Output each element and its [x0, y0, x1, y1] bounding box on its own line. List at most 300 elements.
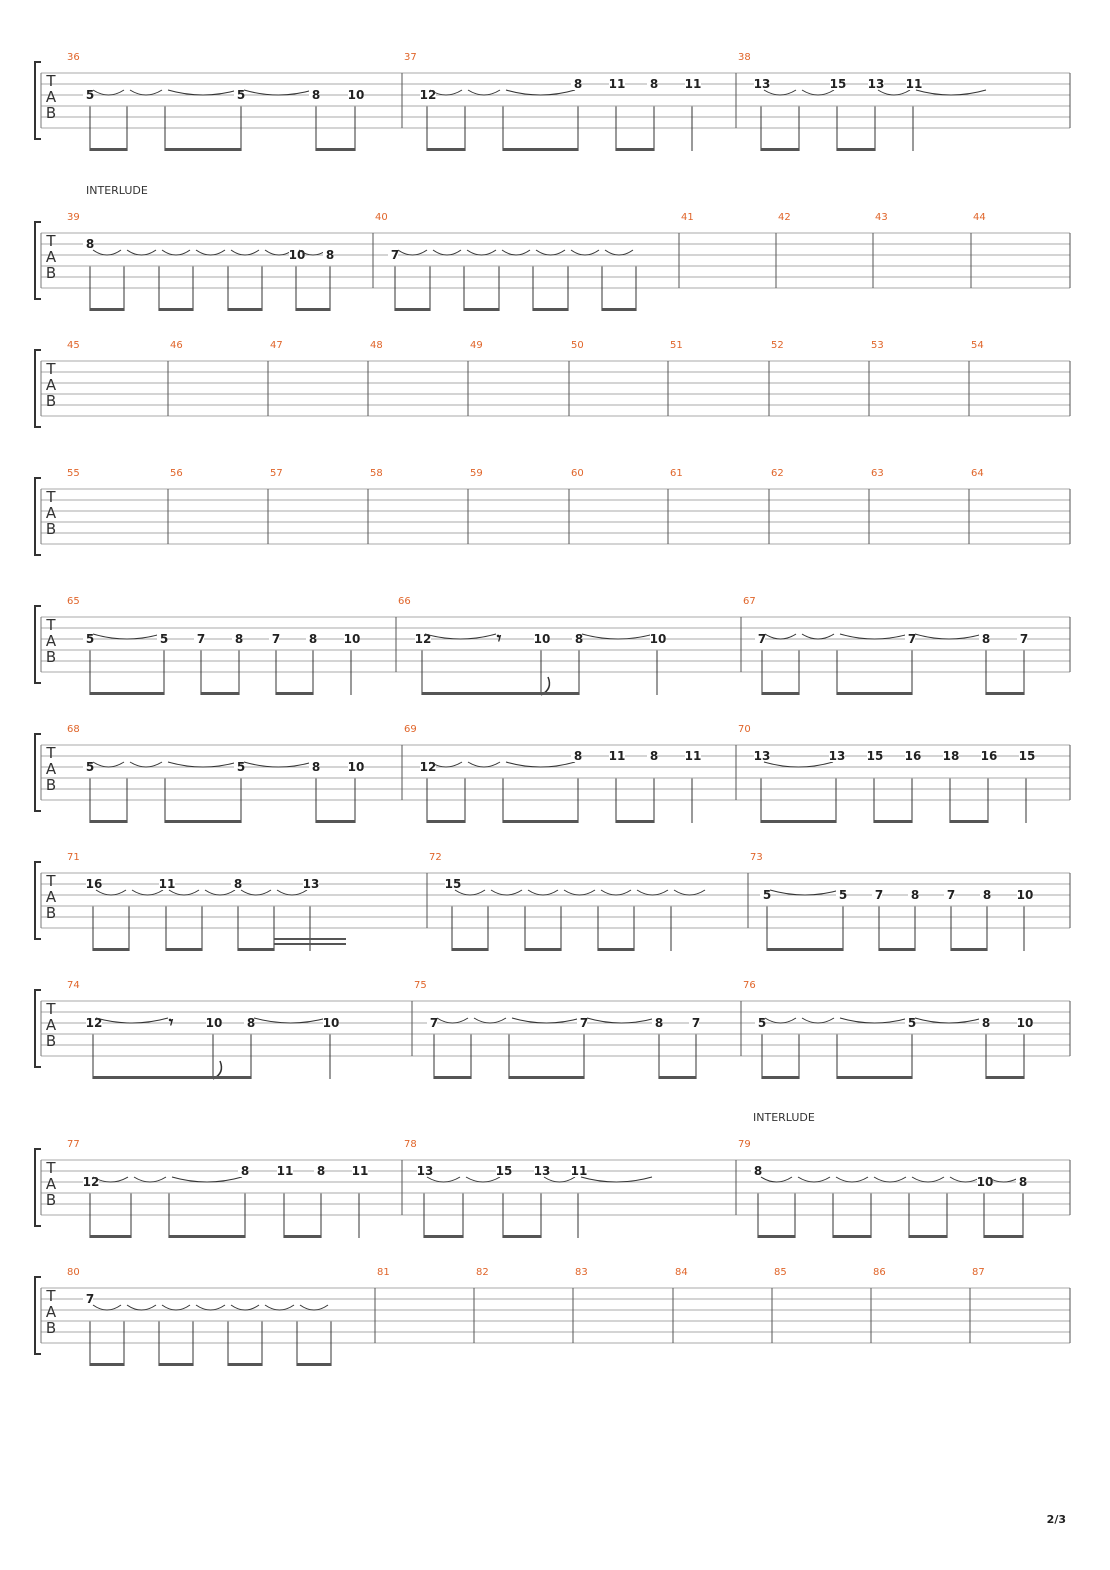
measure-number: 40 — [375, 212, 388, 223]
tab-clef-letter: T — [46, 232, 56, 250]
beam — [274, 938, 346, 940]
tab-clef-letter: B — [45, 520, 57, 538]
beam — [90, 308, 124, 311]
fret-number: 11 — [608, 77, 626, 91]
tie-arc — [205, 890, 235, 895]
beam — [503, 1235, 541, 1238]
tab-clef-letter: A — [45, 632, 57, 650]
tab-clef-letter: A — [45, 888, 57, 906]
tie-arc — [840, 634, 909, 639]
beam — [761, 820, 836, 823]
tie-arc — [467, 250, 496, 255]
system-bracket — [35, 1149, 41, 1226]
fret-number: 15 — [495, 1164, 513, 1178]
measure-number: 85 — [774, 1267, 787, 1278]
measure-number: 72 — [429, 852, 442, 863]
fret-number: 8 — [240, 1164, 250, 1178]
beam — [166, 948, 202, 951]
measure-number: 57 — [270, 468, 283, 479]
fret-number: 8 — [325, 248, 335, 262]
tab-clef-letter: A — [45, 376, 57, 394]
fret-number: 12 — [85, 1016, 103, 1030]
measure-number: 69 — [404, 724, 417, 735]
beam — [424, 1235, 463, 1238]
tab-clef-letter: A — [45, 1016, 57, 1034]
tab-clef-letter: B — [45, 104, 57, 122]
tie-arc — [127, 1305, 156, 1310]
beam — [316, 820, 355, 823]
fret-number: 7 — [429, 1016, 439, 1030]
tie-arc — [601, 890, 631, 895]
system-bracket — [35, 990, 41, 1067]
tab-clef-letter: A — [45, 1175, 57, 1193]
fret-number: 11 — [276, 1164, 294, 1178]
fret-number: 12 — [419, 760, 437, 774]
measure-number: 54 — [971, 340, 984, 351]
measure-number: 73 — [750, 852, 763, 863]
tab-system — [35, 52, 1070, 151]
system-bracket — [35, 606, 41, 683]
beam — [761, 148, 799, 151]
section-label: INTERLUDE — [753, 1111, 815, 1124]
beam — [159, 1363, 193, 1366]
fret-number: 8 — [316, 1164, 326, 1178]
fret-number: 11 — [351, 1164, 369, 1178]
beam — [274, 943, 346, 945]
measure-number: 47 — [270, 340, 283, 351]
fret-number: 13 — [753, 77, 771, 91]
system-bracket — [35, 862, 41, 939]
measure-number: 86 — [873, 1267, 886, 1278]
beam — [296, 308, 330, 311]
beam — [276, 692, 313, 695]
measure-number: 66 — [398, 596, 411, 607]
beam — [533, 308, 568, 311]
fret-number: 12 — [419, 88, 437, 102]
beam — [984, 1235, 1023, 1238]
tab-clef-letter: B — [45, 1191, 57, 1209]
measure-number: 61 — [670, 468, 683, 479]
measure-number: 45 — [67, 340, 80, 351]
measure-number: 50 — [571, 340, 584, 351]
measure-number: 63 — [871, 468, 884, 479]
measure-number: 71 — [67, 852, 80, 863]
fret-number: 8 — [233, 877, 243, 891]
system-bracket — [35, 734, 41, 811]
measure-number: 48 — [370, 340, 383, 351]
tie-arc — [761, 1177, 792, 1182]
tie-arc — [802, 634, 834, 639]
measure-number: 41 — [681, 212, 694, 223]
measure-number: 59 — [470, 468, 483, 479]
measure-number: 76 — [743, 980, 756, 991]
fret-number: 10 — [322, 1016, 340, 1030]
fret-number: 8 — [981, 632, 991, 646]
beam — [90, 692, 164, 695]
tie-arc — [836, 1177, 868, 1182]
tie-arc — [162, 250, 190, 255]
beam — [509, 1076, 584, 1079]
tie-arc — [168, 90, 238, 95]
fret-number: 10 — [976, 1175, 994, 1189]
tab-clef-letter: T — [46, 744, 56, 762]
fret-number: 11 — [158, 877, 176, 891]
tab-system — [35, 852, 1070, 951]
beam — [909, 1235, 947, 1238]
tie-arc — [605, 250, 633, 255]
fret-number: 7 — [579, 1016, 589, 1030]
tie-arc — [265, 1305, 294, 1310]
tab-clef-letter: A — [45, 504, 57, 522]
measure-number: 46 — [170, 340, 183, 351]
tie-arc — [802, 1018, 834, 1023]
tab-clef-letter: B — [45, 1032, 57, 1050]
tab-clef-letter: B — [45, 648, 57, 666]
tie-arc — [468, 90, 500, 95]
beam — [422, 692, 579, 695]
tie-arc — [172, 1177, 242, 1182]
tie-arc — [582, 634, 654, 639]
tab-system — [35, 980, 1070, 1079]
fret-number: 8 — [234, 632, 244, 646]
fret-number: 10 — [347, 88, 365, 102]
measure-number: 75 — [414, 980, 427, 991]
tie-arc — [915, 1018, 983, 1023]
tab-system — [35, 340, 1070, 427]
tab-system — [35, 1111, 1070, 1238]
fret-number: 8 — [753, 1164, 763, 1178]
tie-arc — [798, 1177, 830, 1182]
beam — [93, 1076, 251, 1079]
beam — [93, 948, 129, 951]
fret-number: 7 — [874, 888, 884, 902]
tie-arc — [244, 762, 313, 767]
tab-system — [35, 1267, 1070, 1366]
fret-number: 8 — [573, 77, 583, 91]
fret-number: 8 — [311, 760, 321, 774]
tie-arc — [93, 1305, 121, 1310]
tab-clef-letter: T — [46, 72, 56, 90]
measure-number: 78 — [404, 1139, 417, 1150]
beam — [837, 1076, 912, 1079]
fret-number: 12 — [82, 1175, 100, 1189]
measure-number: 65 — [67, 596, 80, 607]
tie-arc — [506, 90, 575, 95]
fret-number: 11 — [684, 749, 702, 763]
measure-number: 84 — [675, 1267, 688, 1278]
tie-arc — [468, 762, 500, 767]
beam — [762, 1076, 799, 1079]
tab-clef-letter: A — [45, 88, 57, 106]
tie-arc — [912, 1177, 944, 1182]
fret-number: 5 — [838, 888, 848, 902]
measure-number: 80 — [67, 1267, 80, 1278]
tie-arc — [874, 1177, 906, 1182]
fret-number: 8 — [246, 1016, 256, 1030]
measure-number: 82 — [476, 1267, 489, 1278]
beam — [986, 692, 1024, 695]
beam — [434, 1076, 471, 1079]
tie-arc — [564, 890, 595, 895]
fret-number: 10 — [649, 632, 667, 646]
tie-arc — [512, 1018, 581, 1023]
fret-number: 8 — [573, 749, 583, 763]
measure-number: 77 — [67, 1139, 80, 1150]
tie-arc — [916, 90, 986, 95]
fret-number: 7 — [85, 1292, 95, 1306]
measure-number: 44 — [973, 212, 986, 223]
fret-number: 5 — [907, 1016, 917, 1030]
beam — [90, 148, 127, 151]
measure-number: 38 — [738, 52, 751, 63]
fret-number: 8 — [910, 888, 920, 902]
fret-number: 5 — [85, 760, 95, 774]
fret-number: 8 — [311, 88, 321, 102]
measure-number: 79 — [738, 1139, 751, 1150]
fret-number: 11 — [608, 749, 626, 763]
fret-number: 11 — [684, 77, 702, 91]
beam — [879, 948, 915, 951]
measure-number: 70 — [738, 724, 751, 735]
fret-number: 8 — [981, 1016, 991, 1030]
fret-number: 8 — [654, 1016, 664, 1030]
beam — [316, 148, 355, 151]
fret-number: 8 — [649, 77, 659, 91]
tie-arc — [196, 1305, 225, 1310]
fret-number: 10 — [1016, 888, 1034, 902]
fret-number: 13 — [867, 77, 885, 91]
fret-number: 13 — [828, 749, 846, 763]
beam — [228, 308, 262, 311]
beam — [986, 1076, 1024, 1079]
measure-number: 51 — [670, 340, 683, 351]
tab-system — [35, 724, 1070, 823]
tie-arc — [93, 634, 161, 639]
section-label: INTERLUDE — [86, 184, 148, 197]
fret-number: 8 — [85, 237, 95, 251]
fret-number: 5 — [236, 88, 246, 102]
tie-arc — [571, 250, 599, 255]
tie-arc — [425, 634, 496, 639]
fret-number: 7 — [907, 632, 917, 646]
beam — [427, 148, 465, 151]
fret-number: 8 — [1018, 1175, 1028, 1189]
measure-number: 87 — [972, 1267, 985, 1278]
beam — [503, 148, 578, 151]
tie-arc — [770, 890, 840, 895]
fret-number: 13 — [302, 877, 320, 891]
beam — [395, 308, 430, 311]
fret-number: 8 — [649, 749, 659, 763]
beam — [201, 692, 239, 695]
fret-number: 10 — [1016, 1016, 1034, 1030]
measure-number: 43 — [875, 212, 888, 223]
fret-number: 11 — [570, 1164, 588, 1178]
beam — [165, 820, 241, 823]
beam — [951, 948, 987, 951]
fret-number: 5 — [236, 760, 246, 774]
fret-number: 8 — [982, 888, 992, 902]
tie-arc — [764, 762, 833, 767]
beam — [452, 948, 488, 951]
beam — [837, 692, 912, 695]
beam — [833, 1235, 871, 1238]
tab-clef-letter: T — [46, 1159, 56, 1177]
fret-number: 13 — [416, 1164, 434, 1178]
tie-arc — [127, 250, 156, 255]
beam — [525, 948, 561, 951]
tab-clef-letter: A — [45, 760, 57, 778]
tie-arc — [134, 1177, 166, 1182]
measure-number: 36 — [67, 52, 80, 63]
page-number: 2/3 — [1046, 1513, 1066, 1526]
tab-clef-letter: T — [46, 360, 56, 378]
tie-arc — [398, 250, 427, 255]
fret-number: 15 — [1018, 749, 1036, 763]
beam — [874, 820, 912, 823]
tab-clef-letter: T — [46, 1000, 56, 1018]
measure-number: 67 — [743, 596, 756, 607]
beam — [169, 1235, 245, 1238]
fret-number: 10 — [343, 632, 361, 646]
beam — [284, 1235, 321, 1238]
beam — [297, 1363, 331, 1366]
tie-arc — [674, 890, 705, 895]
tie-arc — [491, 890, 522, 895]
fret-number: 15 — [444, 877, 462, 891]
tie-arc — [840, 1018, 909, 1023]
beam — [616, 820, 654, 823]
tab-clef-letter: T — [46, 1287, 56, 1305]
tab-clef-letter: T — [46, 616, 56, 634]
beam — [950, 820, 988, 823]
tie-arc — [502, 250, 530, 255]
tie-arc — [130, 90, 162, 95]
fret-number: 5 — [159, 632, 169, 646]
beam — [837, 148, 875, 151]
fret-number: 7 — [757, 632, 767, 646]
fret-number: 7 — [390, 248, 400, 262]
tab-system — [35, 184, 1070, 311]
fret-number: 16 — [980, 749, 998, 763]
tie-arc — [241, 890, 271, 895]
tab-clef-letter: A — [45, 248, 57, 266]
fret-number: 16 — [904, 749, 922, 763]
tab-clef-letter: B — [45, 392, 57, 410]
tab-clef-letter: T — [46, 488, 56, 506]
tie-arc — [433, 250, 461, 255]
fret-number: 10 — [288, 248, 306, 262]
tab-clef-letter: B — [45, 264, 57, 282]
beam — [228, 1363, 262, 1366]
fret-number: 7 — [1019, 632, 1029, 646]
fret-number: 8 — [308, 632, 318, 646]
measure-number: 55 — [67, 468, 80, 479]
tie-arc — [196, 250, 225, 255]
beam — [758, 1235, 795, 1238]
fret-number: 8 — [574, 632, 584, 646]
fret-number: 13 — [533, 1164, 551, 1178]
tie-arc — [93, 250, 121, 255]
fret-number: 10 — [205, 1016, 223, 1030]
tie-arc — [231, 250, 259, 255]
tab-clef-letter: T — [46, 872, 56, 890]
tab-clef-letter: A — [45, 1303, 57, 1321]
tab-clef-letter: B — [45, 1319, 57, 1337]
fret-number: 5 — [85, 632, 95, 646]
tie-arc — [96, 1018, 168, 1023]
tie-arc — [231, 1305, 259, 1310]
beam — [767, 948, 843, 951]
system-bracket — [35, 222, 41, 299]
beam — [762, 692, 799, 695]
tie-arc — [528, 890, 558, 895]
beam — [90, 820, 127, 823]
measure-number: 58 — [370, 468, 383, 479]
fret-number: 15 — [829, 77, 847, 91]
measure-number: 52 — [771, 340, 784, 351]
fret-number: 13 — [753, 749, 771, 763]
fret-number: 5 — [757, 1016, 767, 1030]
tie-arc — [93, 762, 124, 767]
tie-arc — [765, 634, 796, 639]
fret-number: 7 — [271, 632, 281, 646]
fret-number: 7 — [946, 888, 956, 902]
tie-arc — [915, 634, 983, 639]
tab-system — [35, 468, 1070, 555]
tie-arc — [244, 90, 313, 95]
system-bracket — [35, 478, 41, 555]
measure-number: 62 — [771, 468, 784, 479]
tie-arc — [474, 1018, 506, 1023]
fret-number: 15 — [866, 749, 884, 763]
beam — [503, 820, 578, 823]
fret-number: 16 — [85, 877, 103, 891]
fret-number: 5 — [85, 88, 95, 102]
beam — [616, 148, 654, 151]
tie-arc — [300, 1305, 328, 1310]
system-bracket — [35, 62, 41, 139]
measure-number: 42 — [778, 212, 791, 223]
fret-number: 11 — [905, 77, 923, 91]
tie-arc — [254, 1018, 327, 1023]
tie-arc — [637, 890, 668, 895]
fret-number: 12 — [414, 632, 432, 646]
measure-number: 53 — [871, 340, 884, 351]
measure-number: 56 — [170, 468, 183, 479]
fret-number: 18 — [942, 749, 960, 763]
eighth-rest: 𝄾 — [168, 1013, 174, 1033]
tab-clef-letter: B — [45, 904, 57, 922]
fret-number: 7 — [196, 632, 206, 646]
beam — [90, 1235, 131, 1238]
eighth-rest: 𝄾 — [496, 629, 502, 649]
tie-arc — [581, 1177, 652, 1182]
tie-arc — [765, 1018, 796, 1023]
measure-number: 49 — [470, 340, 483, 351]
tie-arc — [437, 1018, 468, 1023]
tie-arc — [506, 762, 575, 767]
beam — [165, 148, 241, 151]
fret-number: 7 — [691, 1016, 701, 1030]
system-bracket — [35, 1277, 41, 1354]
beam — [90, 1363, 124, 1366]
measure-number: 83 — [575, 1267, 588, 1278]
tie-arc — [168, 762, 238, 767]
beam — [598, 948, 634, 951]
measure-number: 37 — [404, 52, 417, 63]
beam — [159, 308, 193, 311]
